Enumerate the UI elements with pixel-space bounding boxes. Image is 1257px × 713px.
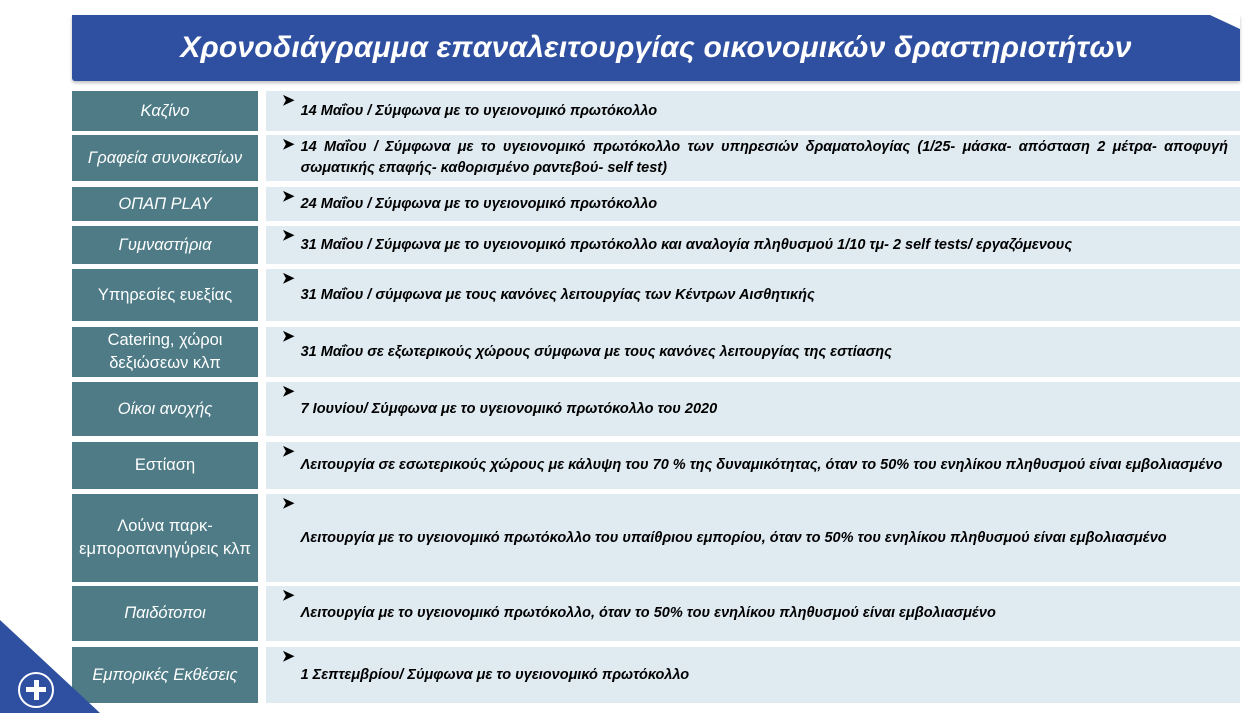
- row-text: 31 Μαΐου / Σύμφωνα με το υγειονομικό πρωτόκολλο και αναλογία πληθυσμού 1/10 τμ- 2 self tests/ εργαζόμενους: [300, 236, 1073, 253]
- row-label: ΟΠΑΠ PLAY: [72, 187, 258, 221]
- table-row: [72, 586, 1240, 641]
- row-description: [266, 647, 1240, 703]
- table-row: [72, 494, 1240, 582]
- arrowhead-bullet-icon: ➤: [282, 92, 295, 109]
- arrowhead-bullet-icon: ➤: [282, 136, 295, 153]
- table-row: [72, 647, 1240, 703]
- arrowhead-bullet-icon: ➤: [282, 270, 295, 287]
- row-description: [266, 135, 1240, 181]
- row-description: [266, 382, 1240, 436]
- table-row: [72, 327, 1240, 377]
- row-description: [266, 226, 1240, 264]
- row-label: Catering, χώροι δεξιώσεων κλπ: [72, 327, 258, 377]
- row-label: Γραφεία συνοικεσίων: [72, 135, 258, 181]
- row-label: Εμπορικές Εκθέσεις: [72, 647, 258, 703]
- row-text: 14 Μαΐου / Σύμφωνα με το υγειονομικό πρωτόκολλο των υπηρεσιών δραματολογίας (1/25- μάσκα- απόσταση 2 μέτρα- αποφυγή σωματικής επαφής- καθορισμένο ραντεβού- self test): [300, 139, 1228, 176]
- row-text: 31 Μαΐου / σύμφωνα με τους κανόνες λειτουργίας των Κέντρων Αισθητικής: [300, 286, 815, 303]
- row-description: [266, 494, 1240, 582]
- row-label: Παιδότοποι: [72, 586, 258, 641]
- table-row: [72, 382, 1240, 436]
- table-row: [72, 269, 1240, 321]
- table-row: [72, 187, 1240, 221]
- row-label: Γυμναστήρια: [72, 226, 258, 264]
- row-label: Καζίνο: [72, 91, 258, 131]
- arrowhead-bullet-icon: ➤: [282, 227, 295, 244]
- row-description: [266, 269, 1240, 321]
- row-text: 31 Μαΐου σε εξωτερικούς χώρους σύμφωνα με τους κανόνες λειτουργίας της εστίασης: [300, 343, 892, 360]
- row-text: 1 Σεπτεμβρίου/ Σύμφωνα με το υγειονομικό πρωτόκολλο: [300, 666, 690, 683]
- row-text: 14 Μαΐου / Σύμφωνα με το υγειονομικό πρωτόκολλο: [300, 102, 658, 119]
- row-text: 24 Μαΐου / Σύμφωνα με το υγειονομικό πρωτόκολλο: [300, 195, 658, 212]
- page-title: Χρονοδιάγραμμα επαναλειτουργίας οικονομικών δραστηριοτήτων: [180, 31, 1132, 64]
- arrowhead-bullet-icon: ➤: [282, 587, 295, 604]
- arrowhead-bullet-icon: ➤: [282, 443, 295, 460]
- cross-horizontal: [26, 687, 46, 692]
- greek-cross-emblem-icon: [18, 672, 54, 708]
- row-text: Λειτουργία σε εσωτερικούς χώρους με κάλυψη του 70 % της δυναμικότητας, όταν το 50% του ενηλίκου πληθυσμού είναι εμβολιασμένο: [300, 457, 1223, 473]
- arrowhead-bullet-icon: ➤: [282, 495, 295, 512]
- row-label: Οίκοι ανοχής: [72, 382, 258, 436]
- row-description: [266, 586, 1240, 641]
- row-label: Εστίαση: [72, 442, 258, 489]
- row-description: [266, 187, 1240, 221]
- row-text: Λειτουργία με το υγειονομικό πρωτόκολλο του υπαίθριου εμπορίου, όταν το 50% του ενηλίκου πληθυσμού είναι εμβολιασμένο: [300, 529, 1167, 546]
- title-banner: [72, 15, 1240, 81]
- row-text: Λειτουργία με το υγειονομικό πρωτόκολλο, όταν το 50% του ενηλίκου πληθυσμού είναι εμβολιασμένο: [300, 605, 996, 621]
- row-label: Υπηρεσίες ευεξίας: [72, 269, 258, 321]
- row-text: 7 Ιουνίου/ Σύμφωνα με το υγειονομικό πρωτόκολλο του 2020: [300, 400, 718, 417]
- table-row: [72, 226, 1240, 264]
- arrowhead-bullet-icon: ➤: [282, 383, 295, 400]
- arrowhead-bullet-icon: ➤: [282, 648, 295, 665]
- row-description: [266, 91, 1240, 131]
- arrowhead-bullet-icon: ➤: [282, 188, 295, 205]
- row-description: [266, 327, 1240, 377]
- arrowhead-bullet-icon: ➤: [282, 328, 295, 345]
- table-row: [72, 91, 1240, 131]
- row-description: [266, 442, 1240, 489]
- row-label: Λούνα παρκ- εμποροπανηγύρεις κλπ: [72, 494, 258, 582]
- table-row: [72, 135, 1240, 181]
- table-row: [72, 442, 1240, 489]
